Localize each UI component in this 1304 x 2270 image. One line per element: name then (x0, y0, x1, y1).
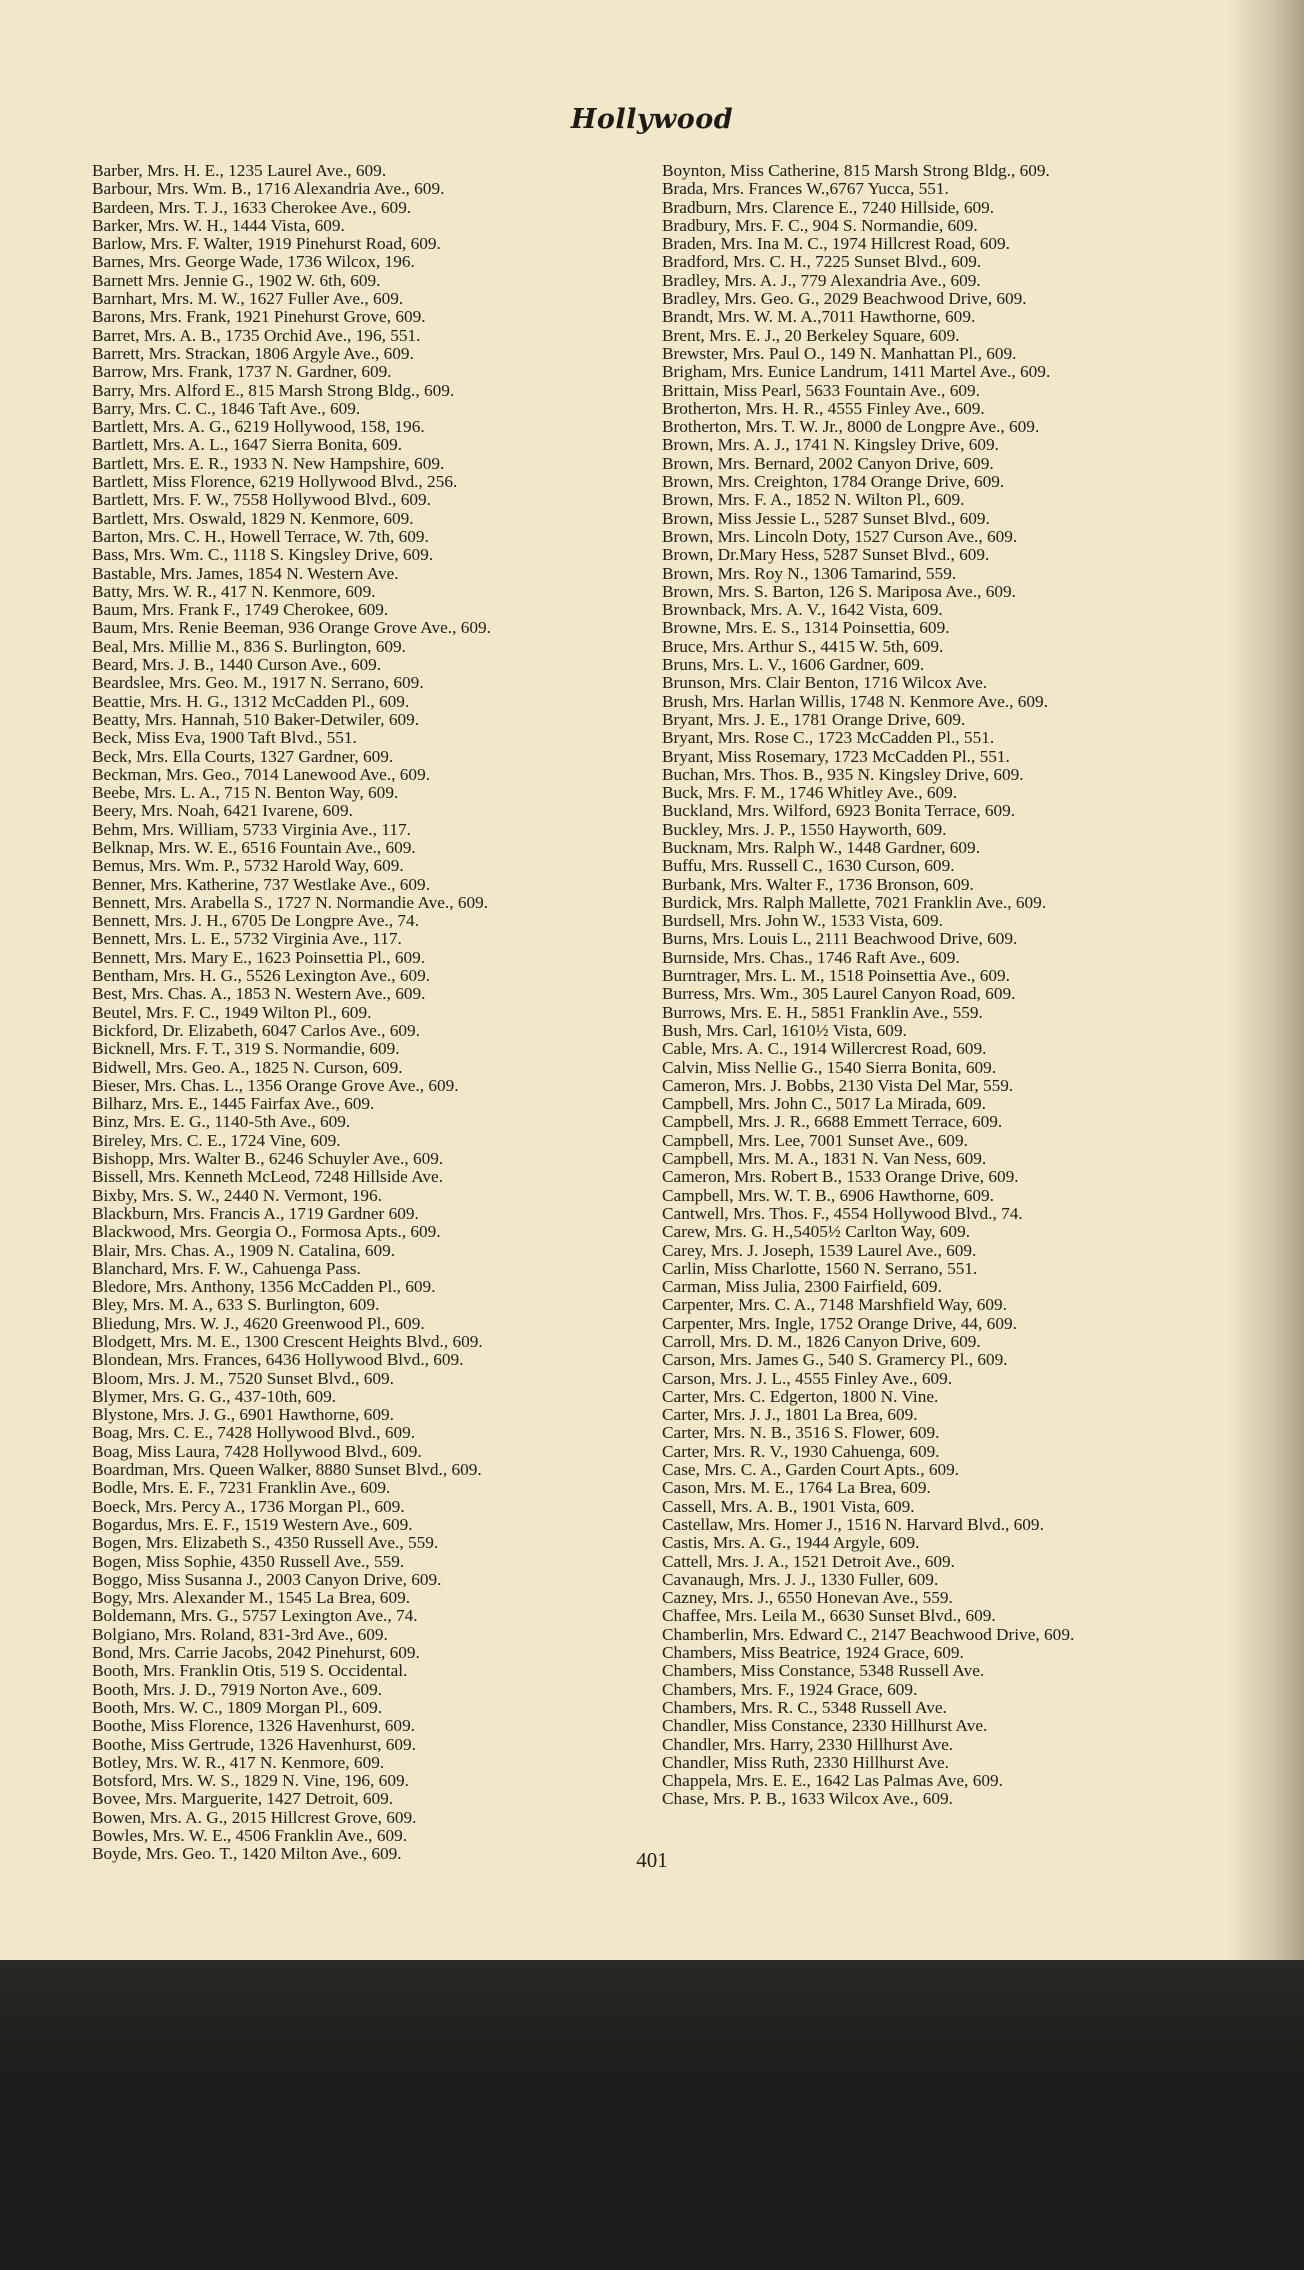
directory-entry: Bradford, Mrs. C. H., 7225 Sunset Blvd., 609. (662, 252, 982, 272)
directory-entry: Cantwell, Mrs. Thos. F., 4554 Hollywood Blvd., 74. (662, 1203, 1023, 1223)
directory-entry: Blodgett, Mrs. M. E., 1300 Crescent Heights Blvd., 609. (92, 1332, 483, 1351)
directory-entry: Bradley, Mrs. Geo. G., 2029 Beachwood Drive, 609. (662, 289, 1027, 309)
directory-entry: Bennett, Mrs. L. E., 5732 Virginia Ave., 117. (92, 929, 402, 949)
directory-entry: Baum, Mrs. Renie Beeman, 936 Orange Grove Ave., 609. (92, 618, 491, 638)
directory-entry: Benner, Mrs. Katherine, 737 Westlake Ave., 609. (92, 874, 431, 894)
directory-entry: Burns, Mrs. Louis L., 2111 Beachwood Drive, 609. (662, 929, 1018, 949)
page-edge-shadow (1226, 0, 1304, 1960)
directory-entry: Belknap, Mrs. W. E., 6516 Fountain Ave., 609. (92, 837, 416, 857)
directory-entry: Buckland, Mrs. Wilford, 6923 Bonita Terrace, 609. (662, 801, 1016, 821)
directory-entry: Bond, Mrs. Carrie Jacobs, 2042 Pinehurst, 609. (92, 1643, 420, 1663)
directory-entry: Booth, Mrs. Franklin Otis, 519 S. Occidental. (92, 1661, 408, 1681)
directory-entry: Bartlett, Miss Florence, 6219 Hollywood Blvd., 256. (92, 472, 458, 492)
directory-entry: Barnes, Mrs. George Wade, 1736 Wilcox, 196. (92, 252, 415, 272)
directory-entry: Brown, Mrs. F. A., 1852 N. Wilton Pl., 609. (662, 490, 965, 510)
directory-entry: Beal, Mrs. Millie M., 836 S. Burlington, 609. (92, 636, 406, 656)
directory-entry: Burnside, Mrs. Chas., 1746 Raft Ave., 609. (662, 947, 960, 967)
directory-entry: Beutel, Mrs. F. C., 1949 Wilton Pl., 609. (92, 1002, 372, 1022)
directory-entry: Beattie, Mrs. H. G., 1312 McCadden Pl., 609. (92, 691, 410, 711)
directory-entry: Bicknell, Mrs. F. T., 319 S. Normandie, 609. (92, 1039, 400, 1059)
directory-entry: Barbour, Mrs. Wm. B., 1716 Alexandria Ave., 609. (92, 179, 445, 199)
directory-entry: Chandler, Miss Constance, 2330 Hillhurst Ave. (662, 1716, 988, 1736)
directory-entry: Barrett, Mrs. Strackan, 1806 Argyle Ave., 609. (92, 343, 414, 363)
directory-entry: Barnett Mrs. Jennie G., 1902 W. 6th, 609. (92, 270, 381, 290)
directory-entry: Bush, Mrs. Carl, 1610½ Vista, 609. (662, 1020, 907, 1040)
directory-entry: Bolgiano, Mrs. Roland, 831-3rd Ave., 609. (92, 1624, 388, 1644)
directory-entry: Burdsell, Mrs. John W., 1533 Vista, 609. (662, 911, 943, 931)
directory-entry: Bovee, Mrs. Marguerite, 1427 Detroit, 609. (92, 1789, 394, 1809)
directory-entry: Bryant, Mrs. J. E., 1781 Orange Drive, 609. (662, 709, 966, 729)
directory-entry: Brewster, Mrs. Paul O., 149 N. Manhattan Pl., 609. (662, 343, 1017, 363)
directory-entry: Chambers, Mrs. F., 1924 Grace, 609. (662, 1679, 918, 1699)
directory-entry: Bowles, Mrs. W. E., 4506 Franklin Ave., 609. (92, 1826, 408, 1846)
directory-entry: Bryant, Mrs. Rose C., 1723 McCadden Pl., 551. (662, 728, 995, 748)
directory-entry: Beardslee, Mrs. Geo. M., 1917 N. Serrano, 609. (92, 673, 424, 693)
directory-entry: Campbell, Mrs. W. T. B., 6906 Hawthorne, 609. (662, 1185, 995, 1205)
directory-entry: Bieser, Mrs. Chas. L., 1356 Orange Grove Ave., 609. (92, 1075, 459, 1095)
directory-entry: Brunson, Mrs. Clair Benton, 1716 Wilcox Ave. (662, 673, 988, 693)
directory-entry: Bogy, Mrs. Alexander M., 1545 La Brea, 609. (92, 1588, 411, 1608)
directory-entry: Botsford, Mrs. W. S., 1829 N. Vine, 196, 609. (92, 1771, 409, 1791)
directory-entry: Chambers, Mrs. R. C., 5348 Russell Ave. (662, 1697, 947, 1717)
directory-entry: Binz, Mrs. E. G., 1140-5th Ave., 609. (92, 1112, 351, 1132)
directory-entry: Beatty, Mrs. Hannah, 510 Baker-Detwiler, 609. (92, 709, 420, 729)
directory-entry: Buffu, Mrs. Russell C., 1630 Curson, 609. (662, 856, 955, 876)
directory-entry: Brown, Dr.Mary Hess, 5287 Sunset Blvd., 609. (662, 545, 990, 565)
directory-entry: Bidwell, Mrs. Geo. A., 1825 N. Curson, 609. (92, 1057, 403, 1077)
directory-entry: Barnhart, Mrs. M. W., 1627 Fuller Ave., 609. (92, 289, 404, 309)
directory-entry: Bixby, Mrs. S. W., 2440 N. Vermont, 196. (92, 1185, 382, 1205)
directory-entry: Bartlett, Mrs. E. R., 1933 N. New Hampshire, 609. (92, 453, 445, 473)
left-column (92, 162, 652, 1864)
directory-entry: Brown, Miss Jessie L., 5287 Sunset Blvd., 609. (662, 508, 990, 528)
directory-entry: Brittain, Miss Pearl, 5633 Fountain Ave., 609. (662, 380, 980, 400)
directory-entry: Boeck, Mrs. Percy A., 1736 Morgan Pl., 609. (92, 1496, 405, 1516)
directory-entry: Carson, Mrs. J. L., 4555 Finley Ave., 609. (662, 1368, 953, 1388)
directory-entry: Bartlett, Mrs. F. W., 7558 Hollywood Blvd., 609. (92, 490, 431, 510)
directory-entry: Barons, Mrs. Frank, 1921 Pinehurst Grove, 609. (92, 307, 426, 327)
directory-entry: Bireley, Mrs. C. E., 1724 Vine, 609. (92, 1130, 341, 1150)
directory-entry: Blackburn, Mrs. Francis A., 1719 Gardner 609. (92, 1203, 419, 1223)
directory-entry: Burntrager, Mrs. L. M., 1518 Poinsettia Ave., 609. (662, 966, 1010, 986)
directory-entry: Bradburn, Mrs. Clarence E., 7240 Hillside, 609. (662, 197, 995, 217)
directory-entry: Chaffee, Mrs. Leila M., 6630 Sunset Blvd., 609. (662, 1606, 996, 1626)
directory-entry: Behm, Mrs. William, 5733 Virginia Ave., 117. (92, 819, 411, 839)
directory-entry: Bowen, Mrs. A. G., 2015 Hillcrest Grove, 609. (92, 1807, 417, 1827)
directory-entry: Boag, Miss Laura, 7428 Hollywood Blvd., 609. (92, 1441, 422, 1461)
directory-entry: Carlin, Miss Charlotte, 1560 N. Serrano, 551. (662, 1258, 978, 1278)
directory-entry: Campbell, Mrs. J. R., 6688 Emmett Terrace, 609. (662, 1112, 1003, 1132)
directory-entry: Barry, Mrs. C. C., 1846 Taft Ave., 609. (92, 398, 361, 418)
right-column (662, 162, 1222, 1809)
directory-entry: Beery, Mrs. Noah, 6421 Ivarene, 609. (92, 801, 353, 821)
directory-entry: Chase, Mrs. P. B., 1633 Wilcox Ave., 609. (662, 1789, 954, 1809)
directory-entry: Bradbury, Mrs. F. C., 904 S. Normandie, 609. (662, 215, 978, 235)
directory-entry: Carter, Mrs. C. Edgerton, 1800 N. Vine. (662, 1386, 939, 1406)
directory-entry: Barker, Mrs. W. H., 1444 Vista, 609. (92, 215, 345, 235)
directory-entry: Castellaw, Mrs. Homer J., 1516 N. Harvard Blvd., 609. (662, 1514, 1044, 1534)
directory-entry: Bucknam, Mrs. Ralph W., 1448 Gardner, 609. (662, 837, 981, 857)
directory-entry: Bledore, Mrs. Anthony, 1356 McCadden Pl., 609. (92, 1277, 436, 1297)
directory-entry: Burress, Mrs. Wm., 305 Laurel Canyon Road, 609. (662, 984, 1016, 1004)
directory-entry: Brada, Mrs. Frances W.,6767 Yucca, 551. (662, 179, 949, 199)
directory-entry: Brotherton, Mrs. H. R., 4555 Finley Ave., 609. (662, 398, 985, 418)
directory-entry: Carpenter, Mrs. Ingle, 1752 Orange Drive, 44, 609. (662, 1313, 1017, 1333)
directory-entry: Brigham, Mrs. Eunice Landrum, 1411 Martel Ave., 609. (662, 362, 1051, 382)
directory-entry: Booth, Mrs. W. C., 1809 Morgan Pl., 609. (92, 1697, 383, 1717)
directory-entry: Carman, Miss Julia, 2300 Fairfield, 609. (662, 1277, 942, 1297)
directory-entry: Burdick, Mrs. Ralph Mallette, 7021 Franklin Ave., 609. (662, 892, 1047, 912)
directory-entry: Bishopp, Mrs. Walter B., 6246 Schuyler Ave., 609. (92, 1149, 444, 1169)
directory-entry: Brown, Mrs. Creighton, 1784 Orange Drive, 609. (662, 472, 1005, 492)
directory-entry: Barret, Mrs. A. B., 1735 Orchid Ave., 196, 551. (92, 325, 421, 345)
directory-entry: Cavanaugh, Mrs. J. J., 1330 Fuller, 609. (662, 1569, 939, 1589)
directory-entry: Boothe, Miss Florence, 1326 Havenhurst, 609. (92, 1716, 416, 1736)
directory-entry: Beck, Miss Eva, 1900 Taft Blvd., 551. (92, 728, 357, 748)
directory-entry: Brown, Mrs. Roy N., 1306 Tamarind, 559. (662, 563, 957, 583)
directory-entry: Chambers, Miss Beatrice, 1924 Grace, 609. (662, 1643, 964, 1663)
directory-entry: Boggo, Miss Susanna J., 2003 Canyon Drive, 609. (92, 1569, 442, 1589)
directory-entry: Barton, Mrs. C. H., Howell Terrace, W. 7th, 609. (92, 526, 429, 546)
directory-entry: Burrows, Mrs. E. H., 5851 Franklin Ave., 559. (662, 1002, 983, 1022)
directory-entry: Bloom, Mrs. J. M., 7520 Sunset Blvd., 609. (92, 1368, 394, 1388)
directory-entry: Carey, Mrs. J. Joseph, 1539 Laurel Ave., 609. (662, 1240, 977, 1260)
directory-entry: Barry, Mrs. Alford E., 815 Marsh Strong Bldg., 609. (92, 380, 455, 400)
page-number: 401 (636, 1848, 668, 1872)
directory-entry: Batty, Mrs. W. R., 417 N. Kenmore, 609. (92, 581, 376, 601)
directory-entry: Bennett, Mrs. Arabella S., 1727 N. Normandie Ave., 609. (92, 892, 489, 912)
page-header: Hollywood (570, 104, 734, 135)
directory-entry: Carson, Mrs. James G., 540 S. Gramercy Pl., 609. (662, 1350, 1008, 1370)
directory-entry: Brown, Mrs. Lincoln Doty, 1527 Curson Ave., 609. (662, 526, 1018, 546)
directory-entry: Chappela, Mrs. E. E., 1642 Las Palmas Ave, 609. (662, 1771, 1003, 1791)
directory-entry: Bradley, Mrs. A. J., 779 Alexandria Ave., 609. (662, 270, 981, 290)
directory-entry: Campbell, Mrs. M. A., 1831 N. Van Ness, 609. (662, 1149, 987, 1169)
directory-entry: Brandt, Mrs. W. M. A.,7011 Hawthorne, 609. (662, 307, 976, 327)
directory-entry: Bissell, Mrs. Kenneth McLeod, 7248 Hillside Ave. (92, 1167, 444, 1187)
directory-entry: Barber, Mrs. H. E., 1235 Laurel Ave., 609. (92, 161, 387, 180)
directory-entry: Bogen, Miss Sophie, 4350 Russell Ave., 559. (92, 1551, 405, 1571)
directory-entry: Campbell, Mrs. John C., 5017 La Mirada, 609. (662, 1094, 986, 1114)
directory-entry: Chandler, Miss Ruth, 2330 Hillhurst Ave. (662, 1752, 950, 1772)
directory-entry: Buck, Mrs. F. M., 1746 Whitley Ave., 609. (662, 783, 958, 803)
directory-entry: Bryant, Miss Rosemary, 1723 McCadden Pl., 551. (662, 746, 1010, 766)
directory-entry: Carter, Mrs. J. J., 1801 La Brea, 609. (662, 1405, 918, 1425)
directory-entry: Booth, Mrs. J. D., 7919 Norton Ave., 609. (92, 1679, 383, 1699)
directory-entry: Blanchard, Mrs. F. W., Cahuenga Pass. (92, 1258, 361, 1278)
directory-entry: Barlow, Mrs. F. Walter, 1919 Pinehurst Road, 609. (92, 234, 441, 254)
directory-entry: Bartlett, Mrs. Oswald, 1829 N. Kenmore, 609. (92, 508, 414, 528)
directory-entry: Case, Mrs. C. A., Garden Court Apts., 609. (662, 1460, 960, 1480)
directory-entry: Best, Mrs. Chas. A., 1853 N. Western Ave., 609. (92, 984, 426, 1004)
directory-entry: Carter, Mrs. N. B., 3516 S. Flower, 609. (662, 1423, 940, 1443)
directory-entry: Blair, Mrs. Chas. A., 1909 N. Catalina, 609. (92, 1240, 396, 1260)
directory-entry: Brown, Mrs. Bernard, 2002 Canyon Drive, 609. (662, 453, 994, 473)
directory-entry: Browne, Mrs. E. S., 1314 Poinsettia, 609. (662, 618, 950, 638)
scan-background (0, 1960, 1304, 2270)
directory-entry: Cable, Mrs. A. C., 1914 Willercrest Road, 609. (662, 1039, 987, 1059)
directory-entry: Baum, Mrs. Frank F., 1749 Cherokee, 609. (92, 600, 389, 620)
directory-entry: Buchan, Mrs. Thos. B., 935 N. Kingsley Drive, 609. (662, 764, 1024, 784)
directory-entry: Blymer, Mrs. G. G., 437-10th, 609. (92, 1386, 337, 1406)
directory-entry: Bodle, Mrs. E. F., 7231 Franklin Ave., 609. (92, 1478, 391, 1498)
directory-entry: Carroll, Mrs. D. M., 1826 Canyon Drive, 609. (662, 1332, 981, 1351)
directory-entry: Cameron, Mrs. J. Bobbs, 2130 Vista Del Mar, 559. (662, 1075, 1014, 1095)
directory-entry: Bartlett, Mrs. A. G., 6219 Hollywood, 158, 196. (92, 417, 425, 437)
directory-entry: Boardman, Mrs. Queen Walker, 8880 Sunset Blvd., 609. (92, 1460, 482, 1480)
directory-entry: Barrow, Mrs. Frank, 1737 N. Gardner, 609. (92, 362, 392, 382)
directory-entry: Cason, Mrs. M. E., 1764 La Brea, 609. (662, 1478, 931, 1498)
directory-entry: Bilharz, Mrs. E., 1445 Fairfax Ave., 609. (92, 1094, 375, 1114)
directory-entry: Beckman, Mrs. Geo., 7014 Lanewood Ave., 609. (92, 764, 431, 784)
directory-entry: Bemus, Mrs. Wm. P., 5732 Harold Way, 609. (92, 856, 404, 876)
directory-entry: Bass, Mrs. Wm. C., 1118 S. Kingsley Drive, 609. (92, 545, 434, 565)
directory-entry: Bley, Mrs. M. A., 633 S. Burlington, 609. (92, 1295, 380, 1315)
directory-entry: Castis, Mrs. A. G., 1944 Argyle, 609. (662, 1533, 920, 1553)
directory-entry: Carew, Mrs. G. H.,5405½ Carlton Way, 609. (662, 1222, 971, 1242)
directory-entry: Brownback, Mrs. A. V., 1642 Vista, 609. (662, 600, 943, 620)
directory-entry: Brown, Mrs. A. J., 1741 N. Kingsley Drive, 609. (662, 435, 999, 455)
directory-entry: Chambers, Miss Constance, 5348 Russell Ave. (662, 1661, 985, 1681)
directory-entry: Boynton, Miss Catherine, 815 Marsh Strong Bldg., 609. (662, 161, 1050, 180)
directory-entry: Braden, Mrs. Ina M. C., 1974 Hillcrest Road, 609. (662, 234, 1010, 254)
directory-entry: Chamberlin, Mrs. Edward C., 2147 Beachwood Drive, 609. (662, 1624, 1075, 1644)
directory-entry: Carter, Mrs. R. V., 1930 Cahuenga, 609. (662, 1441, 940, 1461)
directory-entry: Bliedung, Mrs. W. J., 4620 Greenwood Pl., 609. (92, 1313, 425, 1333)
directory-entry: Boldemann, Mrs. G., 5757 Lexington Ave., 74. (92, 1606, 418, 1626)
directory-entry: Campbell, Mrs. Lee, 7001 Sunset Ave., 609. (662, 1130, 968, 1150)
directory-entry: Bogen, Mrs. Elizabeth S., 4350 Russell Ave., 559. (92, 1533, 439, 1553)
directory-entry: Blondean, Mrs. Frances, 6436 Hollywood Blvd., 609. (92, 1350, 464, 1370)
directory-entry: Cassell, Mrs. A. B., 1901 Vista, 609. (662, 1496, 915, 1516)
directory-entry: Brush, Mrs. Harlan Willis, 1748 N. Kenmore Ave., 609. (662, 691, 1049, 711)
directory-entry: Brent, Mrs. E. J., 20 Berkeley Square, 609. (662, 325, 960, 345)
directory-entry: Beebe, Mrs. L. A., 715 N. Benton Way, 609. (92, 783, 399, 803)
directory-entry: Beck, Mrs. Ella Courts, 1327 Gardner, 609. (92, 746, 394, 766)
directory-entry: Boyde, Mrs. Geo. T., 1420 Milton Ave., 609. (92, 1844, 402, 1864)
directory-entry: Brotherton, Mrs. T. W. Jr., 8000 de Longpre Ave., 609. (662, 417, 1040, 437)
directory-entry: Blystone, Mrs. J. G., 6901 Hawthorne, 609. (92, 1405, 394, 1425)
directory-entry: Brown, Mrs. S. Barton, 126 S. Mariposa Ave., 609. (662, 581, 1016, 601)
directory-entry: Bartlett, Mrs. A. L., 1647 Sierra Bonita, 609. (92, 435, 403, 455)
directory-entry: Bardeen, Mrs. T. J., 1633 Cherokee Ave., 609. (92, 197, 412, 217)
directory-entry: Cameron, Mrs. Robert B., 1533 Orange Drive, 609. (662, 1167, 1019, 1187)
directory-entry: Bruce, Mrs. Arthur S., 4415 W. 5th, 609. (662, 636, 944, 656)
directory-entry: Boothe, Miss Gertrude, 1326 Havenhurst, 609. (92, 1734, 416, 1754)
directory-entry: Beard, Mrs. J. B., 1440 Curson Ave., 609. (92, 655, 382, 675)
directory-entry: Chandler, Mrs. Harry, 2330 Hillhurst Ave. (662, 1734, 954, 1754)
directory-entry: Bennett, Mrs. J. H., 6705 De Longpre Ave., 74. (92, 911, 420, 931)
directory-entry: Buckley, Mrs. J. P., 1550 Hayworth, 609. (662, 819, 947, 839)
directory-entry: Bentham, Mrs. H. G., 5526 Lexington Ave., 609. (92, 966, 431, 986)
directory-entry: Cazney, Mrs. J., 6550 Honevan Ave., 559. (662, 1588, 953, 1608)
directory-entry: Burbank, Mrs. Walter F., 1736 Bronson, 609. (662, 874, 974, 894)
directory-entry: Carpenter, Mrs. C. A., 7148 Marshfield Way, 609. (662, 1295, 1007, 1315)
directory-entry: Calvin, Miss Nellie G., 1540 Sierra Bonita, 609. (662, 1057, 997, 1077)
directory-entry: Boag, Mrs. C. E., 7428 Hollywood Blvd., 609. (92, 1423, 416, 1443)
directory-entry: Cattell, Mrs. J. A., 1521 Detroit Ave., 609. (662, 1551, 955, 1571)
directory-entry: Blackwood, Mrs. Georgia O., Formosa Apts., 609. (92, 1222, 441, 1242)
directory-entry: Bennett, Mrs. Mary E., 1623 Poinsettia Pl., 609. (92, 947, 426, 967)
directory-entry: Bruns, Mrs. L. V., 1606 Gardner, 609. (662, 655, 925, 675)
directory-entry: Bickford, Dr. Elizabeth, 6047 Carlos Ave., 609. (92, 1020, 420, 1040)
directory-entry: Botley, Mrs. W. R., 417 N. Kenmore, 609. (92, 1752, 385, 1772)
directory-entry: Bogardus, Mrs. E. F., 1519 Western Ave., 609. (92, 1514, 413, 1534)
directory-entry: Bastable, Mrs. James, 1854 N. Western Ave. (92, 563, 399, 583)
